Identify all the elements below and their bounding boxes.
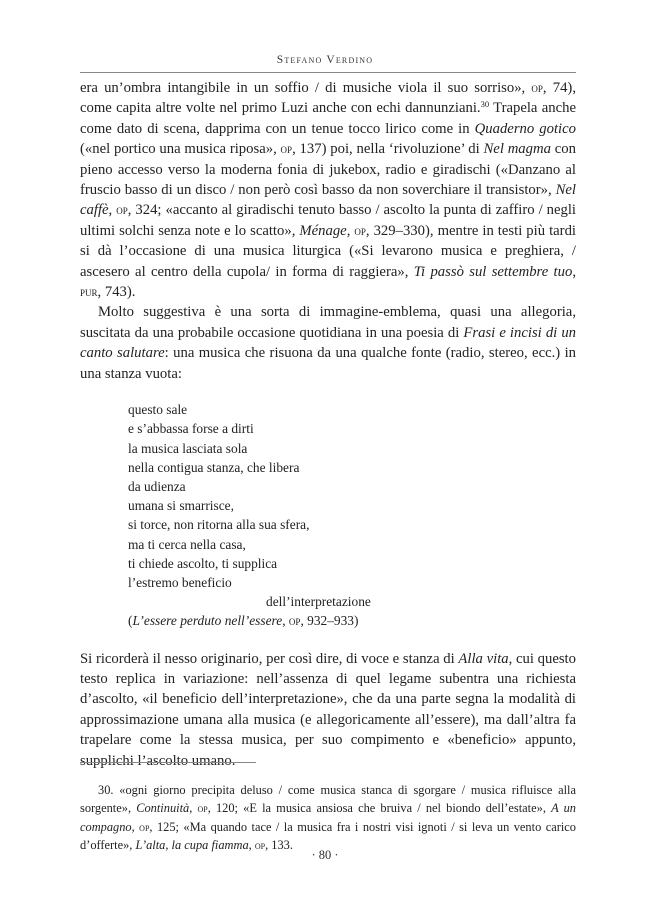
- paragraph-2: Molto suggestiva è una sorta di immagine-emblema, quasi una allegoria, suscitata da una probabile occasione quotidiana in una poesia di Frasi e incisi di un canto salutare: una musica che risuona da una qualche fonte (radio, stereo, ecc.) in una stanza vuota:: [80, 304, 577, 382]
- running-head: Stefano Verdino: [276, 54, 374, 66]
- poem-line: si torce, non ritorna alla sua sfera,: [128, 517, 310, 533]
- abbreviation: pur: [80, 284, 98, 300]
- poem-line: l’estremo beneficio: [128, 574, 232, 590]
- abbreviation: op: [254, 840, 266, 853]
- poem-line: la musica lasciata sola: [128, 440, 248, 456]
- poem-line: da udienza: [128, 478, 186, 494]
- abbreviation: op: [354, 222, 366, 238]
- italic-title: L’essere perduto nell’essere: [132, 613, 283, 629]
- italic-title: Nel magma: [483, 141, 551, 158]
- italic-title: Nel caffè: [80, 182, 576, 219]
- footnote-30: 30. «ogni giorno precipita deluso / come musica stanca di sgorgare / musica rifluisce alla sorgente», Continuità, op, 120; «E la musica ansiosa che bruiva / nel biondo dell’estate», A un compagno, op, 125; «Ma quando tace / la musica fra i nostri visi ignoti / si leva un vento carico d’offerte», L’alta, la cupa fiamma, op, 133.: [80, 783, 576, 853]
- italic-title: Ti passò sul settembre tuo: [413, 263, 573, 280]
- poem-line: ma ti cerca nella casa,: [128, 536, 246, 552]
- footnote-rule: [80, 762, 256, 763]
- poem-line: ti chiede ascolto, ti supplica: [128, 555, 278, 571]
- abbreviation: op: [197, 802, 208, 815]
- italic-title: Alla vita: [458, 650, 509, 667]
- abbreviation: op: [288, 613, 301, 629]
- italic-title: Frasi e incisi di un canto salutare: [80, 324, 577, 362]
- abbreviation: op: [116, 202, 128, 218]
- header-rule: [80, 72, 576, 73]
- italic-title: A un compagno: [80, 800, 576, 834]
- page-number: · 80 ·: [311, 848, 339, 862]
- paragraph-1: era un’ombra intangibile in un soffio / di musiche viola il suo sorriso», op, 74), come capita altre volte nel primo Luzi anche con echi dannunziani.$^{30}$ Trapela anche come dato di scena, dapprima con un tenue tocco lirico come in Quaderno gotico («nel portico una musica riposa», op, 137) poi, nella ‘rivoluzione’ di Nel magma con pieno accesso verso la moderna fonia di jukebox, radio e giradischi («Danzano al fruscio basso di un disco / non però così basso da non soverchiare il transistor», Nel caffè, op, 324; «accanto al giradischi tenuto basso / ascolto la punta di zaffiro / negli ultimi solchi senza note e lo scatto», Ménage, op, 329–330), mentre in testi più tardi si dà l’occasione di una musica liturgica («Si levarono musica e preghiera, / ascesero al centro della cupola/ in forma di raggiera», Ti passò sul settembre tuo, pur, 743).: [80, 80, 576, 301]
- abbreviation: op: [531, 80, 543, 95]
- abbreviation: op: [280, 141, 293, 157]
- abbreviation: op: [139, 821, 150, 834]
- italic-title: L’alta, la cupa fiamma: [135, 838, 249, 853]
- poem-line: dell’interpretazione: [266, 594, 371, 610]
- paragraph-3: Si ricorderà il nesso originario, per così dire, di voce e stanza di Alla vita, cui questo testo replica in variazione: nell’assenza di quel legame subentra una richiesta d’ascolto, «il beneficio dell’interpretazione», che da una parte segna la modalità di approssimazione umana alla musica (e allegoricamente all’essere), ma dall’altra fa trapelare come la stessa musica, per suo compimento e «beneficio» appunto, supplichi l’ascolto umano.: [80, 650, 576, 769]
- main-text: [80, 78, 576, 771]
- poem-line: questo sale: [128, 402, 188, 418]
- italic-title: Quaderno gotico: [474, 120, 576, 137]
- poem-quotation: [128, 400, 576, 630]
- poem-line: nella contigua stanza, che libera: [128, 459, 300, 475]
- poem-source: (L’essere perduto nell’essere, op, 932–933): [128, 613, 359, 629]
- poem-line: umana si smarrisce,: [128, 498, 234, 514]
- italic-title: Continuità: [136, 800, 190, 815]
- italic-title: Ménage: [299, 222, 347, 239]
- poem-line: e s’abbassa forse a dirti: [128, 421, 254, 437]
- footnote-ref: 30: [480, 99, 490, 110]
